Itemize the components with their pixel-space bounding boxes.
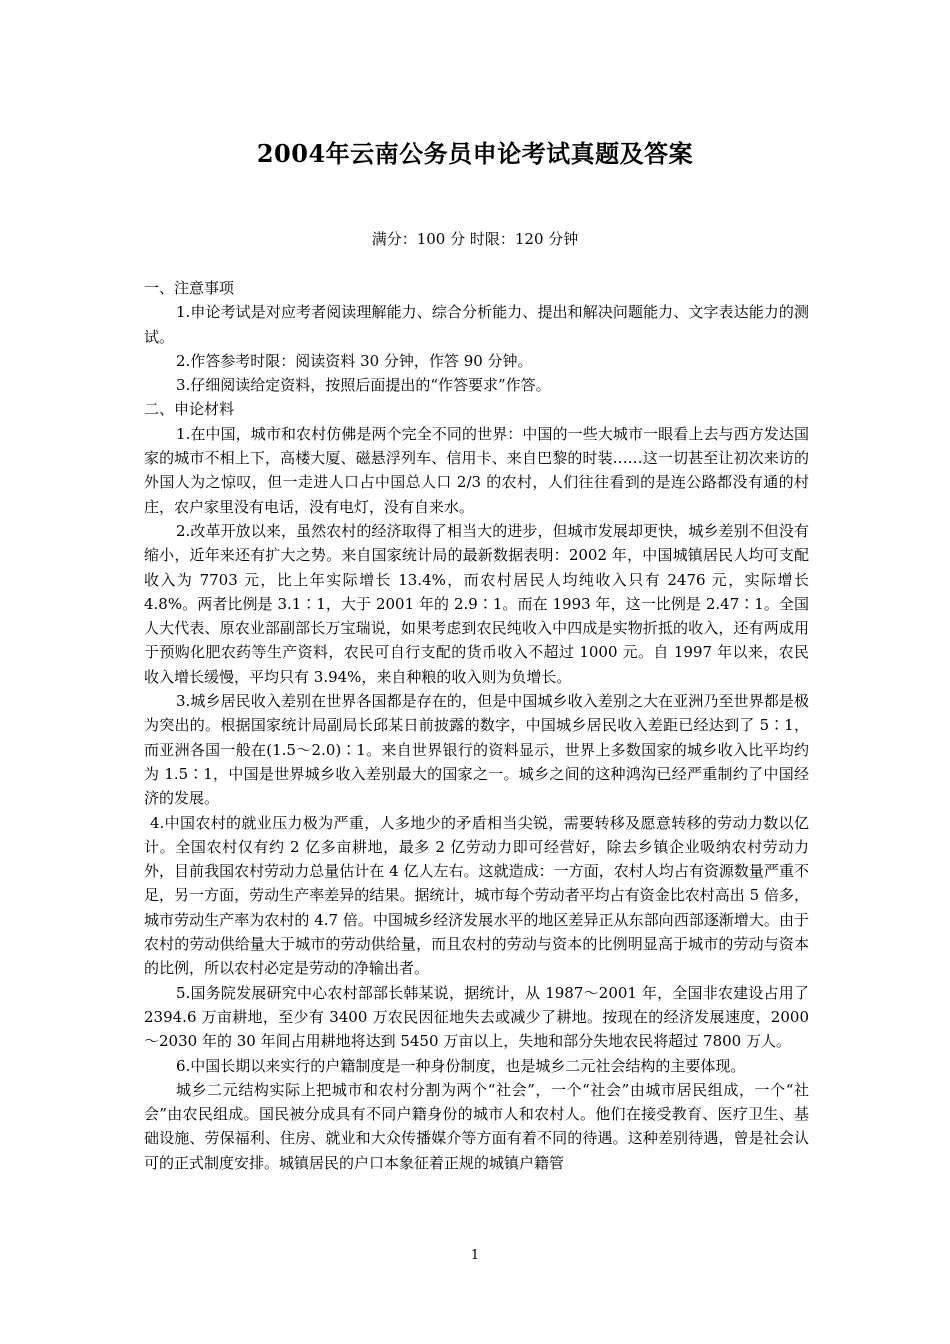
material-paragraph: 2.改革开放以来，虽然农村的经济取得了相当大的进步，但城市发展却更快，城乡差别不但没有缩小，近年来还有扩大之势。来自国家统计局的最新数据表明：2002 年，中国城镇居民人均可支配收入为 7703 元，比上年实际增长 13.4%，而农村居民人均纯收入只有 2476 元，实际增长 4.8%。两者比例是 3.1∶1，大于 2001 年的 2.9∶1。而在 1993 年，这一比例是 2.47∶1。全国人大代表、原农业部副部长万宝瑞说，如果考虑到农民纯收入中四成是实物折抵的收入，还有两成用于预购化肥农药等生产资料，农民可自行支配的货币收入不超过 1000 元。自 1997 年以来，农民收入增长缓慢，平均只有 3.94%，来自种粮的收入则为负增长。: [144, 521, 809, 686]
material-paragraph: 4.中国农村的就业压力极为严重，人多地少的矛盾相当尖锐，需要转移及愿意转移的劳动力数以亿计。全国农村仅有约 2 亿多亩耕地，最多 2 亿劳动力即可经营好，除去乡镇企业吸纳农村劳动力外，目前我国农村劳动力总量估计在 4 亿人左右。这就造成：一方面，农村人均占有资源数量严重不足，另一方面，劳动生产率差异的结果。据统计，城市每个劳动者平均占有资金比农村高出 5 倍多，城市劳动生产率为农村的 4.7 倍。中国城乡经济发展水平的地区差异正从东部向西部逐渐增大。由于农村的劳动供给量大于城市的劳动供给量，而且农村的劳动与资本的比例明显高于城市的劳动与资本的比例，所以农村必定是劳动的净输出者。: [144, 813, 809, 978]
material-paragraph: 5.国务院发展研究中心农村部部长韩某说，据统计，从 1987～2001 年，全国非农建设占用了 2394.6 万亩耕地，至少有 3400 万农民因征地失去或减少了耕地。按现在的经济发展速度，2000～2030 年的 30 年间占用耕地将达到 5450 万亩以上，失地和部分失地农民将超过 7800 万人。: [144, 983, 809, 1051]
page-number: 1: [470, 1248, 480, 1263]
section-heading-notes: 一、注意事项: [144, 279, 235, 297]
exam-meta: 满分：100 分 时限：120 分钟: [371, 230, 579, 248]
notes-item: 3.仔细阅读给定资料，按照后面提出的“作答要求”作答。: [176, 376, 551, 395]
notes-item: 1.申论考试是对应考者阅读理解能力、综合分析能力、提出和解决问题能力、文字表达能力的测试。: [144, 303, 809, 346]
document-body: [144, 276, 809, 1175]
notes-item: 2.作答参考时限：阅读资料 30 分钟，作答 90 分钟。: [176, 351, 533, 370]
material-paragraph: 6.中国长期以来实行的户籍制度是一种身份制度，也是城乡二元社会结构的主要体现。: [176, 1056, 746, 1075]
material-paragraph: 1.在中国，城市和农村仿佛是两个完全不同的世界：中国的一些大城市一眼看上去与西方发达国家的城市不相上下，高楼大厦、磁悬浮列车、信用卡、来自巴黎的时装……这一切甚至让初次来访的外国人为之惊叹，但一走进人口占中国总人口 2/3 的农村，人们往往看到的是连公路都没有通的村庄，农户家里没有电话，没有电灯，没有自来水。: [144, 424, 809, 516]
material-paragraph: 城乡二元结构实际上把城市和农村分割为两个“社会”，一个“社会”由城市居民组成，一个“社会”由农民组成。国民被分成具有不同户籍身份的城市人和农村人。他们在接受教育、医疗卫生、基础设施、劳保福利、住房、就业和大众传播媒介等方面有着不同的待遇。这种差别待遇，曾是社会认可的正式制度安排。城镇居民的户口本象征着正规的城镇户籍管: [144, 1080, 809, 1172]
page-title: 2004年云南公务员申论考试真题及答案: [256, 139, 694, 168]
section-heading-materials: 二、申论材料: [144, 400, 235, 419]
material-paragraph: 3.城乡居民收入差别在世界各国都是存在的，但是中国城乡收入差别之大在亚洲乃至世界都是极为突出的。根据国家统计局副局长邱某日前披露的数字，中国城乡居民收入差距已经达到了 5∶1，而亚洲各国一般在(1.5～2.0)∶1。来自世界银行的资料显示，世界上多数国家的城乡收入比平均约为 1.5∶1，中国是世界城乡收入差别最大的国家之一。城乡之间的这种鸿沟已经严重制约了中国经济的发展。: [144, 692, 809, 808]
